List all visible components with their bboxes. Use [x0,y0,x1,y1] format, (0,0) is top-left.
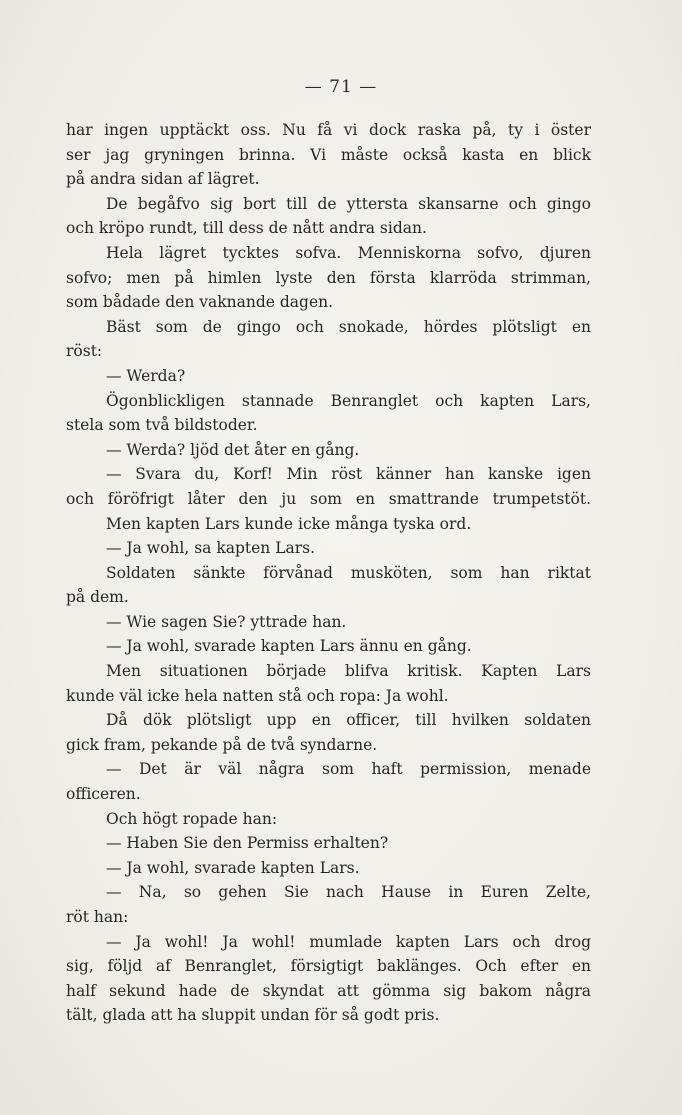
text-line: kunde väl icke hela natten stå och ropa: Ja wohl. [66,686,449,705]
text-line: sig, följd af Benranglet, försigtigt baklänges. Och efter en [66,957,591,976]
text-line: — Ja wohl, sa kapten Lars. [106,539,316,558]
text-line: — Wie sagen Sie? yttrade han. [106,612,347,631]
text-line: De begåfvo sig bort till de yttersta skansarne och gingo [106,194,591,213]
text-line: — Na, so gehen Sie nach Hause in Euren Zelte, [106,883,591,902]
text-line: Bäst som de gingo och snokade, hördes plötsligt en [106,317,591,336]
text-line: Och högt ropade han: [106,809,278,828]
text-line: stela som två bildstoder. [66,416,258,435]
text-line: tält, glada att ha sluppit undan för så godt pris. [66,1006,440,1025]
text-line: Men situationen började blifva kritisk. Kapten Lars [106,662,591,681]
text-line: Ögonblickligen stannade Benranglet och kapten Lars, [106,391,591,410]
text-line: — Werda? ljöd det åter en gång. [106,440,360,459]
text-line: röst: [66,342,103,361]
text-line: och föröfrigt låter den ju som en smattrande trumpetstöt. [66,489,591,508]
text-line: officeren. [66,785,141,804]
body-text [66,118,591,1028]
text-line: på dem. [66,588,129,607]
text-line: röt han: [66,908,129,926]
text-line: — Ja wohl! Ja wohl! mumlade kapten Lars och drog [106,932,591,951]
text-line: sofvo; men på himlen lyste den första klarröda strimman, [66,268,591,287]
text-line: som bådade den vaknande dagen. [66,293,334,312]
text-line: Soldaten sänkte förvånad musköten, som han riktat [106,563,591,582]
text-line: Då dök plötsligt upp en officer, till hvilken soldaten [106,711,591,730]
text-line: ser jag gryningen brinna. Vi måste också kasta en blick [66,145,591,164]
text-line: Men kapten Lars kunde icke många tyska ord. [106,514,472,533]
text-line: gick fram, pekande på de två syndarne. [66,735,378,754]
text-line: och kröpo rundt, till dess de nått andra sidan. [66,219,427,238]
text-line: — Ja wohl, svarade kapten Lars ännu en gång. [106,637,472,656]
text-line: har ingen upptäckt oss. Nu få vi dock raska på, ty i öster [66,121,591,139]
text-line: half sekund hade de skyndat att gömma sig bakom några [66,981,591,1000]
text-line: — Svara du, Korf! Min röst känner han kanske igen [106,465,591,484]
page-number: — 71 — [304,77,378,97]
text-line: — Haben Sie den Permiss erhalten? [106,834,389,853]
text-line: — Ja wohl, svarade kapten Lars. [106,858,360,877]
text-line: Hela lägret tycktes sofva. Menniskorna sofvo, djuren [106,243,591,262]
text-line: — Werda? [106,366,186,385]
text-line: på andra sidan af lägret. [66,170,260,189]
text-line: — Det är väl några som haft permission, menade [106,760,591,779]
